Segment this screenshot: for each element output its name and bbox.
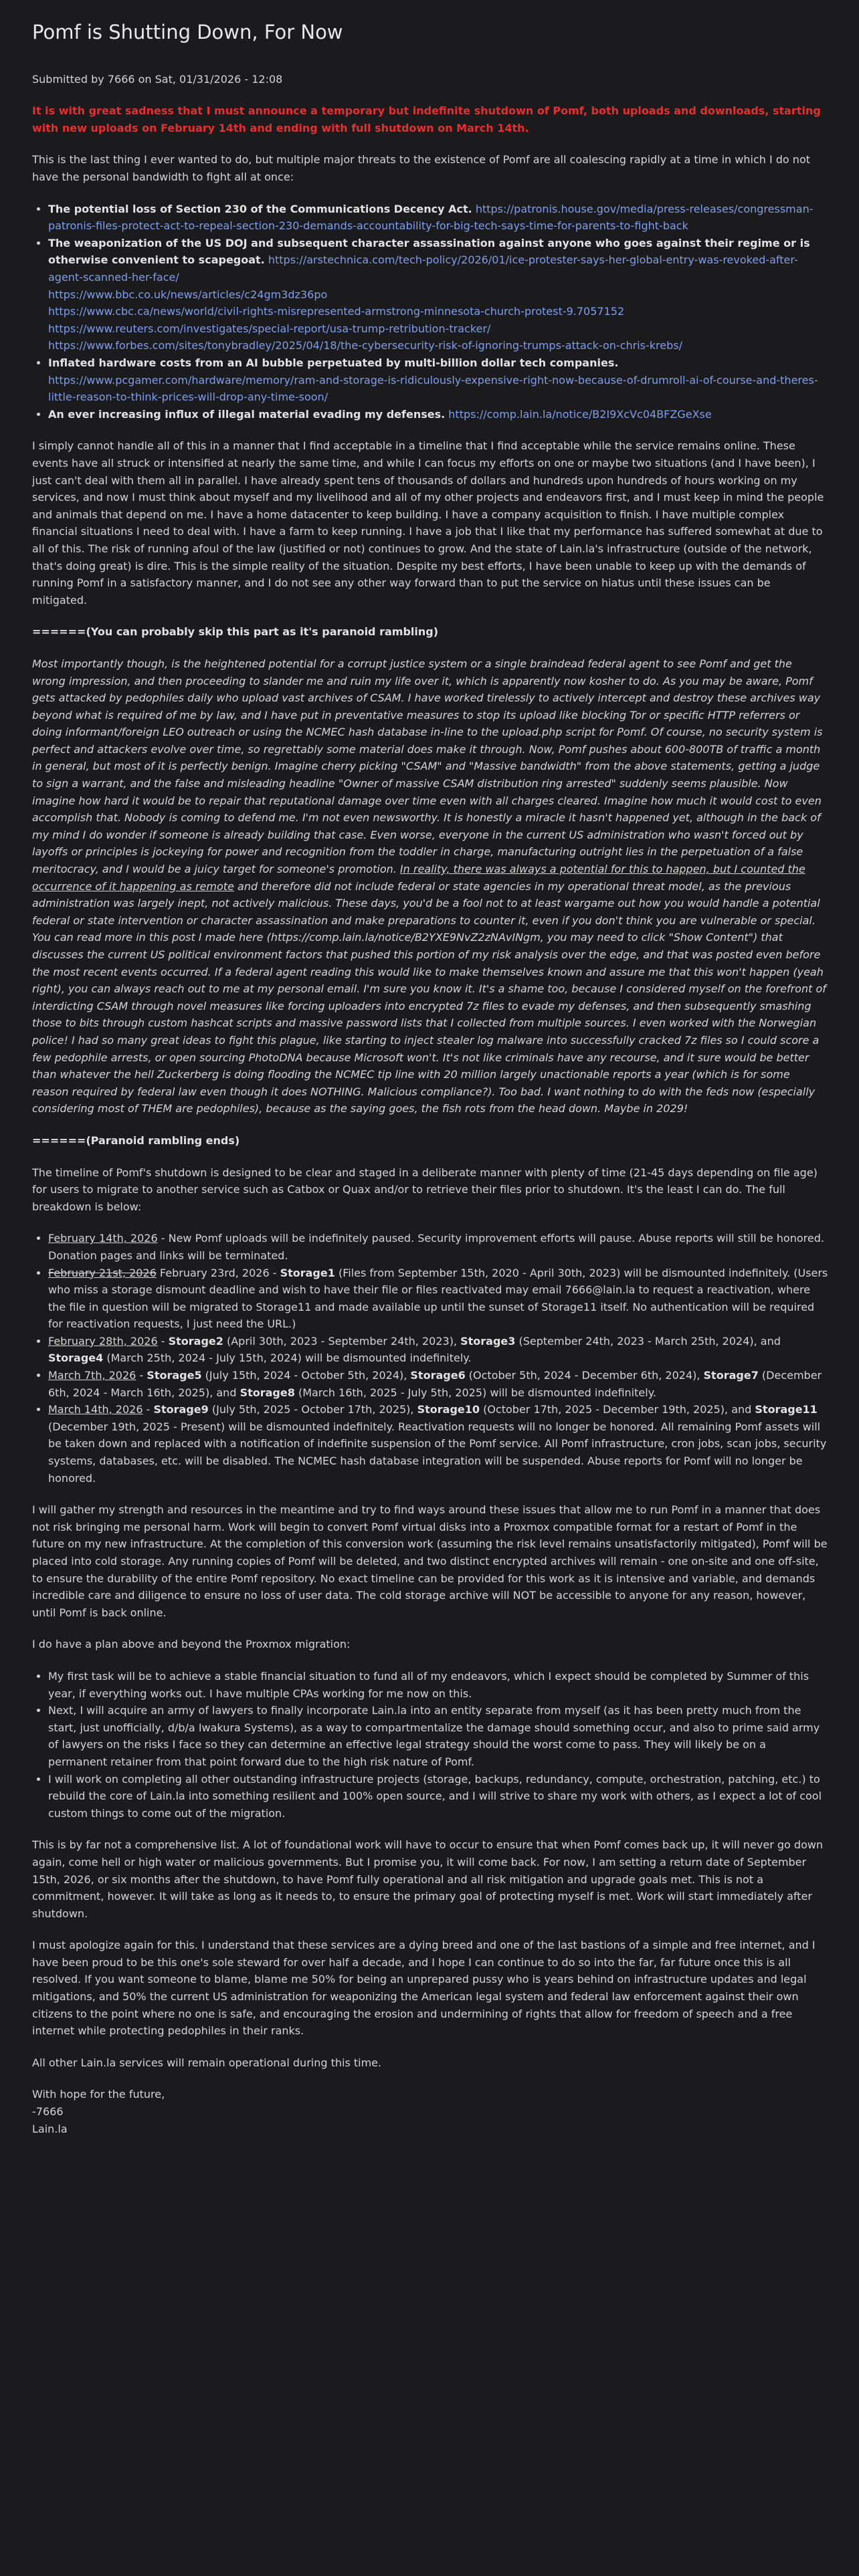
paragraph-plan: I do have a plan above and beyond the Proxmox migration: bbox=[32, 1638, 351, 1651]
timeline-text: - bbox=[157, 1334, 169, 1348]
timeline-text: (October 5th, 2024 - December 6th, 2024), bbox=[465, 1369, 704, 1382]
signature-line: With hope for the future, bbox=[32, 2088, 165, 2101]
timeline-text: (October 17th, 2025 - December 19th, 2025), and bbox=[480, 1403, 755, 1416]
timeline-text: (July 5th, 2025 - October 17th, 2025), bbox=[208, 1403, 417, 1416]
plan-item: • Next, I will acquire an army of lawyers to finally incorporate Lain.la into an entity separate from myself (as it has been pretty much from the start, just unofficially, d/b/a Iwakura Systems), as a way to compartmentalize the damage should something occur, and also to prime said army of lawyers on the risks I face so they can determine an effective legal strategy should the worst come to pass. They will likely be on a permanent retainer from that point forward due to the high risk nature of Pomf. bbox=[48, 1702, 828, 1770]
threat-link[interactable]: https://www.bbc.co.uk/news/articles/c24gm3dz36po bbox=[48, 288, 328, 301]
timeline-text: (March 16th, 2025 - July 5th, 2025) will be dismounted indefinitely. bbox=[294, 1386, 656, 1399]
threat-link[interactable]: https://arstechnica.com/tech-policy/2026/01/ice-protester-says-her-global-entry-was-revoked-after-agent-scanned-her-face/ bbox=[48, 253, 798, 284]
timeline-text: (Files from September 15th, 2020 - April 30th, 2023) will be dismounted indefinitely. (Users who miss a storage dismount deadline and wish to have their file or files reactivated may email 7666@lain.la to request a reactivation, where the file in question will be migrated to Storage11 and made available up until the sunset of Storage11 itself. No authentication will be required for reactivation requests, I just need the URL.) bbox=[48, 1266, 828, 1331]
timeline-date-struck: February 21st, 2026 bbox=[48, 1266, 157, 1279]
rant-heading: ======(You can probably skip this part as it's paranoid rambling) bbox=[32, 625, 439, 639]
timeline-text: - New Pomf uploads will be indefinitely paused. Security improvement efforts will pause. Abuse reports will still be honored. Donation pages and links will be terminated. bbox=[48, 1232, 824, 1262]
storage-name: Storage11 bbox=[755, 1403, 818, 1416]
timeline-text: (July 15th, 2024 - October 5th, 2024), bbox=[201, 1369, 411, 1382]
rant-text: Most importantly though, is the heightened potential for a corrupt justice system or a single braindead federal agent to see Pomf and get the wrong impression, and then proceeding to slander me and ruin my life over it, which is apparently now kosher to do. As you may be aware, Pomf gets attacked by pedophiles daily who upload vast archives of CSAM. I have worked tirelessly to actively intercept and destroy these archives way beyond what is required of me by law, and I have put in preventative measures to stop its upload like blocking Tor or specific HTTP referrers or doing informant/foreign LEO outreach or using the NCMEC hash database in-line to the upload.php script for Pomf. Of course, no security system is perfect and attackers evolve over time, so regrettably some material does make it through. Now, Pomf pushes about 600-800TB of traffic a month in general, but most of it is perfectly benign. Imagine cherry picking "CSAM" and "Massive bandwidth" from the above statements, getting a judge to sign a warrant, and the false and misleading headline "Owner of massive CSAM distribution ring arrested" suddenly seems plausible. Now imagine how hard it would be to repair that reputational damage over time even with all charges cleared. Imagine how much it would cost to even accomplish that. Nobody is coming to defend me. I'm not even newsworthy. It is honestly a miracle it hasn't happened yet, although in the back of my mind I do wonder if someone is already building that case. Even worse, everyone in the current US administration who wasn't forced out by layoffs or principles is jockeying for power and recognition from the toddler in charge, manufacturing outright lies in the perpetuation of a false meritocracy, and I would be a juicy target for someone's promotion. bbox=[32, 657, 823, 876]
threat-label: An ever increasing influx of illegal material evading my defenses. bbox=[48, 407, 446, 421]
rant-underlined-text: In reality, there was always a potential for this to happen, but I counted the occurrence of it happening as remote bbox=[32, 863, 805, 893]
timeline-text: (September 24th, 2023 - March 25th, 2024), and bbox=[515, 1334, 781, 1348]
paragraph-handle: I simply cannot handle all of this in a manner that I find acceptable in a timeline that I find acceptable while the service remains online. These events have all struck or intensified at nearly the same time, and while I can focus my efforts on one or maybe two situations (and I have been), I just can't deal with them all in parallel. I have already spent tens of thousands of dollars and hundreds upon hundreds of hours working on my services, and now I must think about myself and my livelihood and all of my other projects and endeavors first, and I must keep in mind the people and animals that depend on me. I have a home datacenter to keep building. I have a company acquisition to finish. I have multiple complex financial situations I need to deal with. I have a farm to keep running. I have a job that I like that my performance has suffered somewhat at due to all of this. The risk of running afoul of the law (justified or not) continues to grow. And the state of Lain.la's infrastructure (outside of the network, that's doing great) is dire. This is the simple reality of the situation. Despite my best efforts, I have been unable to keep up with the demands of running Pomf in a satisfactory manner, and I do not see any other way forward than to put the service on hiatus until these issues can be mitigated. bbox=[32, 439, 824, 607]
timeline-text: (December 19th, 2025 - Present) will be dismounted indefinitely. Reactivation requests will no longer be honored. All remaining Pomf assets will be taken down and replaced with a notification of indefinite suspension of the Pomf service. All Pomf infrastructure, cron jobs, scan jobs, security systems, databases, etc. will be disabled. The NCMEC hash database integration will be suspended. Abuse reports for Pomf will no longer be honored. bbox=[48, 1420, 827, 1485]
timeline-text: February 23rd, 2026 - bbox=[156, 1266, 280, 1279]
threat-item bbox=[48, 235, 828, 354]
timeline-date: March 14th, 2026 bbox=[48, 1403, 143, 1416]
threat-item bbox=[48, 406, 828, 423]
threat-link[interactable]: https://patronis.house.gov/media/press-releases/congressman-patronis-files-protect-act-to-repeal-section-230-demands-accountability-for-big-tech-says-time-for-parents-to-fight-back bbox=[48, 202, 814, 233]
paragraph-gather: I will gather my strength and resources in the meantime and try to find ways around these issues that allow me to run Pomf in a manner that does not risk bringing me personal harm. Work will begin to convert Pomf virtual disks into a Proxmox compatible format for a restart of Pomf in the future on my new infrastructure. At the completion of this conversion work (assuming the risk level remains unsatisfactorily mitigated), Pomf will be placed into cold storage. Any running copies of Pomf will be deleted, and two distinct encrypted archives will remain - one on-site and one off-site, to ensure the durability of the entire Pomf repository. No exact timeline can be provided for this work as it is intensive and variable, and demands incredible care and diligence to ensure no loss of user data. The cold storage archive will NOT be accessible to anyone for any reason, however, until Pomf is back online. bbox=[32, 1503, 828, 1619]
rant-body bbox=[32, 655, 828, 1117]
threat-label: Inflated hardware costs from an AI bubble perpetuated by multi-billion dollar tech companies. bbox=[48, 356, 619, 369]
threat-label: The potential loss of Section 230 of the Communications Decency Act. bbox=[48, 202, 472, 215]
signature-line: -7666 bbox=[32, 2105, 64, 2119]
storage-name: Storage9 bbox=[153, 1403, 209, 1416]
threat-link[interactable]: https://www.pcgamer.com/hardware/memory/ram-and-storage-is-ridiculously-expensive-right-now-because-of-drumroll-ai-of-course-and-theres-little-reason-to-think-prices-will-drop-any-time-soon/ bbox=[48, 373, 818, 404]
storage-name: Storage3 bbox=[460, 1334, 516, 1348]
intro-paragraph: This is the last thing I ever wanted to do, but multiple major threats to the existence of Pomf are all coalescing rapidly at a time in which I do not have the personal bandwidth to fight all at once: bbox=[32, 153, 810, 184]
storage-name: Storage10 bbox=[417, 1403, 480, 1416]
paragraph-apologize: I must apologize again for this. I understand that these services are a dying breed and one of the last bastions of a simple and free internet, and I have been proud to be this one's sole steward for over half a decade, and I hope I can continue to do so into the far, far future once this is all resolved. If you want someone to blame, blame me 50% for being an unprepared pussy who is years behind on infrastructure updates and legal mitigations, and 50% the current US administration for weaponizing the American legal system and federal law enforcement against their own citizens to the point where no one is safe, and encouraging the erosion and undermining of rights that allow for freedom of speech and a free internet while protecting pedophiles in their ranks. bbox=[32, 1939, 816, 2038]
timeline-date: February 28th, 2026 bbox=[48, 1334, 158, 1348]
paragraph-comprehensive: This is by far not a comprehensive list. A lot of foundational work will have to occur to ensure that when Pomf comes back up, it will never go down again, come hell or high water or malicious governments. But I promise you, it will come back. For now, I am setting a return date of September 15th, 2026, or six months after the shutdown, to have Pomf fully operational and all risk mitigation and upgrade goals met. This is not a commitment, however. It will take as long as it needs to, to ensure the primary goal of protecting myself is met. Work will start immediately after shutdown. bbox=[32, 1838, 824, 1920]
threat-link[interactable]: https://www.reuters.com/investigates/special-report/usa-trump-retribution-tracker/ bbox=[48, 322, 491, 335]
rant-end: ======(Paranoid rambling ends) bbox=[32, 1134, 240, 1147]
timeline-text: (December 6th, 2024 - March 16th, 2025), and bbox=[48, 1369, 822, 1399]
storage-name: Storage1 bbox=[280, 1266, 335, 1279]
timeline-item bbox=[48, 1367, 828, 1401]
plan-list bbox=[32, 1668, 828, 1822]
timeline-item bbox=[48, 1401, 828, 1487]
threat-link[interactable]: https://www.forbes.com/sites/tonybradley/2025/04/18/the-cybersecurity-risk-of-ignoring-trumps-attack-on-chris-krebs/ bbox=[48, 339, 682, 352]
timeline-item bbox=[48, 1333, 828, 1367]
timeline-list bbox=[32, 1230, 828, 1487]
storage-name: Storage7 bbox=[703, 1369, 759, 1382]
storage-name: Storage2 bbox=[168, 1334, 223, 1348]
page-title: Pomf is Shutting Down, For Now bbox=[32, 21, 343, 43]
article bbox=[32, 13, 828, 2137]
threat-list bbox=[32, 201, 828, 423]
threat-item bbox=[48, 201, 828, 235]
signature bbox=[32, 2086, 828, 2137]
submitted-meta: Submitted by 7666 on Sat, 01/31/2026 - 12:08 bbox=[32, 72, 283, 86]
signature-line: Lain.la bbox=[32, 2122, 68, 2135]
threat-link[interactable]: https://comp.lain.la/notice/B2I9XcVc04BFZGeXse bbox=[448, 407, 712, 421]
timeline-intro: The timeline of Pomf's shutdown is designed to be clear and staged in a deliberate manner with plenty of time (21-45 days depending on file age) for users to migrate to another service such as Catbox or Quax and/or to retrieve their files prior to shutdown. It's the least I can do. The full breakdown is below: bbox=[32, 1166, 818, 1213]
timeline-text: - bbox=[136, 1369, 147, 1382]
rant-section bbox=[32, 623, 828, 1149]
timeline-item bbox=[48, 1230, 828, 1264]
timeline-date: March 7th, 2026 bbox=[48, 1369, 136, 1382]
rant-text: and therefore did not include federal or state agencies in my operational threat model, as the previous administration was largely inept, not actively malicious. These days, you'd be a fool not to at least wargame out how you would handle a potential federal or state intervention or character assassination and make preparations to counter it, even if you don't think you are vulnerable or special. You can read more in this post I made here (https://comp.lain.la/notice/B2YXE9NvZ2zNAvINgm, you may need to click "Show Content") that discusses the current US political environment factors that pushed this portion of my risk analysis over the edge, and that was posted even before the most recent events occurred. If a federal agent reading this would like to make themselves known and assure me that this won't happen (yeah right), you can always reach out to me at my personal email. I'm sure you know it. It's a shame too, because I considered myself on the forefront of interdicting CSAM through novel measures like forcing uploaders into encrypted 7z files to evade my defenses, and then subsequently smashing those to bits through custom hashcat scripts and massive password lists that I collected from multiple sources. I even worked with the Norwegian police! I had so many great ideas to fight this plague, like starting to inject stealer log malware into successfully cracked 7z files so I could score a few pedophile arrests, or open sourcing PhotoDNA because Microsoft won't. It's not like criminals have any recourse, and it sure would be better than whatever the hell Zuckerberg is doing flooding the NCMEC tip line with 20 million largely unactionable reports a year (which is for some reason required by federal law even though it does NOTHING. Malicious compliance?). Too bad. I want nothing to do with the feds now (especially considering most of THEM are pedophiles), because as the saying goes, the fish rots from the head down. Maybe in 2029! bbox=[32, 879, 826, 1115]
threat-item bbox=[48, 354, 828, 406]
timeline-date: February 14th, 2026 bbox=[48, 1232, 158, 1245]
storage-name: Storage6 bbox=[410, 1369, 466, 1382]
announcement: It is with great sadness that I must announce a temporary but indefinite shutdown of Pomf, both uploads and downloads, starting with new uploads on February 14th and ending with full shutdown on March 14th. bbox=[32, 104, 821, 134]
timeline-text: - bbox=[142, 1403, 154, 1416]
storage-name: Storage4 bbox=[48, 1352, 104, 1365]
storage-name: Storage8 bbox=[240, 1386, 295, 1399]
timeline-text: (March 25th, 2024 - July 15th, 2024) will be dismounted indefinitely. bbox=[103, 1352, 472, 1365]
threat-link[interactable]: https://www.cbc.ca/news/world/civil-rights-misrepresented-armstrong-minnesota-church-protest-9.7057152 bbox=[48, 305, 625, 318]
plan-item: • My first task will be to achieve a stable financial situation to fund all of my endeavors, which I expect should be completed by Summer of this year, if everything works out. I have multiple CPAs working for me now on this. bbox=[48, 1668, 828, 1702]
timeline-text: (April 30th, 2023 - September 24th, 2023), bbox=[223, 1334, 461, 1348]
storage-name: Storage5 bbox=[147, 1369, 202, 1382]
threat-label: The weaponization of the US DOJ and subsequent character assassination against anyone who goes against their regime or is otherwise convenient to scapegoat. bbox=[48, 236, 810, 267]
timeline-item bbox=[48, 1265, 828, 1333]
plan-item: • I will work on completing all other outstanding infrastructure projects (storage, backups, redundancy, compute, orchestration, patching, etc.) to rebuild the core of Lain.la into something resilient and 100% open source, and I will strive to share my work with others, as I expect a lot of cool custom things to come out of the migration. bbox=[48, 1771, 828, 1822]
paragraph-other-services: All other Lain.la services will remain operational during this time. bbox=[32, 2056, 382, 2069]
